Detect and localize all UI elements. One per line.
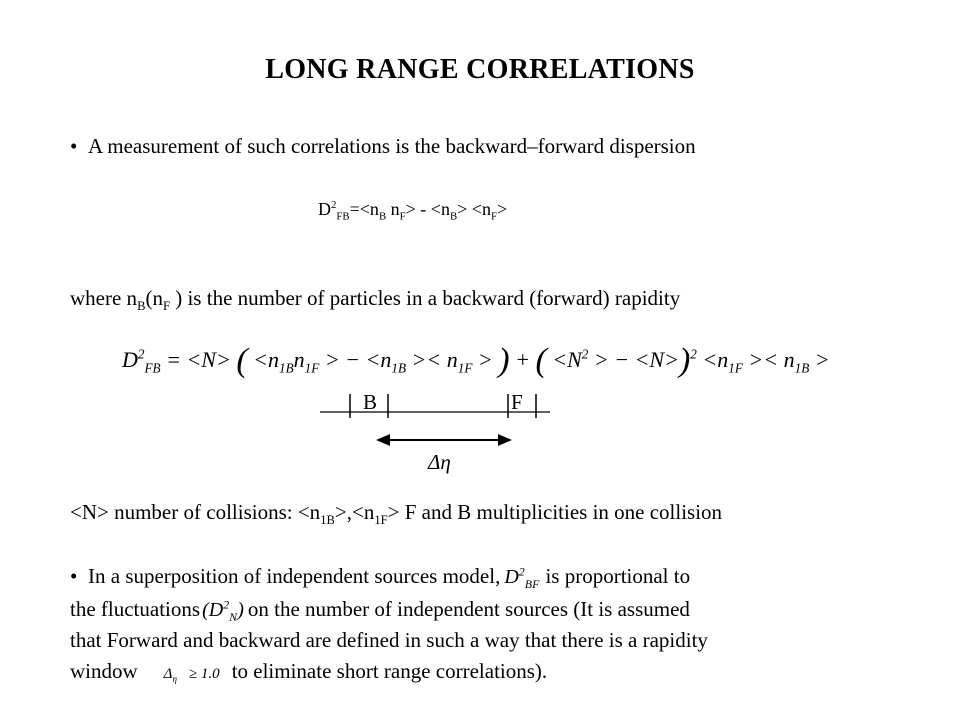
bf-p10: <n bbox=[696, 347, 729, 372]
collisions-p2: >,<n bbox=[334, 500, 375, 524]
superposition-line-4 bbox=[70, 659, 547, 686]
bf-p4: > − <n bbox=[319, 347, 392, 372]
sp-l1-D: D bbox=[504, 566, 519, 588]
bf-sup-n2: 2 bbox=[581, 346, 589, 362]
bf-s1f: 1F bbox=[304, 360, 320, 376]
collisions-s1: 1B bbox=[320, 513, 335, 528]
bf-lparen-1: ( bbox=[236, 342, 248, 379]
sp-l2-sup: 2 bbox=[223, 597, 230, 612]
def-n: n bbox=[386, 199, 400, 219]
def-sub-f2: F bbox=[490, 210, 497, 223]
b-window-label: B bbox=[363, 390, 378, 414]
where-post: ) is the number of particles in a backward (forward) rapidity bbox=[169, 286, 681, 310]
bf-lparen-2: ( bbox=[535, 342, 547, 379]
delta-eta-label: Δη bbox=[428, 450, 451, 474]
bf-p9: > − <N> bbox=[588, 347, 679, 372]
bf-sup: 2 bbox=[137, 346, 145, 362]
where-mid: (n bbox=[145, 286, 163, 310]
dispersion-definition bbox=[318, 199, 508, 223]
collisions-p3: > F and B multiplicities in one collision bbox=[387, 500, 723, 524]
where-sub-f: F bbox=[162, 299, 170, 314]
sp-l2a: the fluctuations bbox=[70, 597, 201, 621]
sp-l1-math bbox=[504, 564, 540, 591]
sp-l2-sub: N bbox=[229, 610, 238, 624]
bf-p6: > bbox=[472, 347, 499, 372]
sp-l2b: on the number of independent sources (It is assumed bbox=[247, 597, 690, 621]
def-sup: 2 bbox=[331, 199, 337, 211]
def-sub-b2: B bbox=[449, 210, 458, 223]
sp-l4-delta: Δ bbox=[163, 666, 173, 682]
collisions-p1: <N> number of collisions: <n bbox=[70, 500, 321, 524]
bf-p8: <N bbox=[546, 347, 582, 372]
sp-l2-math bbox=[202, 597, 244, 624]
superposition-line-1 bbox=[70, 564, 690, 589]
def-sub-b1: B bbox=[378, 210, 387, 223]
def-mid2: > <n bbox=[457, 199, 491, 219]
collisions-line bbox=[70, 500, 723, 528]
sp-l2-close: ) bbox=[237, 599, 244, 621]
where-line bbox=[70, 286, 681, 314]
bf-p5: >< n bbox=[406, 347, 458, 372]
bf-p7: + bbox=[509, 347, 536, 372]
bf-p1: = <N> bbox=[160, 347, 237, 372]
where-sub-b: B bbox=[137, 299, 146, 314]
def-eq: =<n bbox=[349, 199, 379, 219]
sp-l4b: to eliminate short range correlations). bbox=[231, 659, 548, 683]
sp-l1b: is proportional to bbox=[545, 564, 691, 588]
bf-sub-fb: FB bbox=[144, 360, 161, 376]
bf-rparen-1: ) bbox=[498, 342, 510, 379]
sp-l2-D: (D bbox=[202, 599, 224, 621]
bf-sup-sq: 2 bbox=[690, 346, 697, 362]
sp-l4-math bbox=[164, 666, 220, 682]
f-window-label: F bbox=[511, 390, 523, 414]
bf-s1b-b: 1B bbox=[391, 360, 407, 376]
def-end: > bbox=[496, 199, 508, 219]
sp-l1a: In a superposition of independent sources model, bbox=[88, 564, 501, 588]
def-sub-fb: FB bbox=[336, 210, 350, 223]
intro-paragraph bbox=[70, 134, 696, 158]
bf-p2: <n bbox=[247, 347, 280, 372]
sp-l4a: window bbox=[70, 659, 138, 683]
collisions-s2: 1F bbox=[374, 513, 388, 528]
def-sub-f1: F bbox=[399, 210, 406, 223]
def-D: D bbox=[318, 199, 331, 219]
sp-l1-sup: 2 bbox=[518, 564, 525, 579]
bullet-icon: • bbox=[70, 134, 78, 158]
bf-s1b: 1B bbox=[279, 360, 294, 376]
page-title: LONG RANGE CORRELATIONS bbox=[265, 54, 695, 85]
bf-p12: > bbox=[809, 347, 830, 372]
intro-text: A measurement of such correlations is the backward–forward dispersion bbox=[88, 134, 696, 158]
bullet-icon: • bbox=[70, 564, 78, 588]
bf-D: D bbox=[122, 347, 138, 372]
bf-s1b-c: 1B bbox=[794, 360, 810, 376]
bf-s1f-c: 1F bbox=[728, 360, 743, 376]
gap-arrow-right-head bbox=[498, 434, 512, 446]
def-mid: > - <n bbox=[405, 199, 450, 219]
sp-l4-rel: ≥ 1.0 bbox=[188, 666, 220, 682]
bf-s1f-b: 1F bbox=[457, 360, 473, 376]
superposition-line-2 bbox=[70, 597, 690, 622]
gap-arrow-left-head bbox=[376, 434, 390, 446]
sp-l1-sub: BF bbox=[524, 577, 540, 591]
bf-rparen-2: ) bbox=[678, 342, 691, 379]
bf-p11: >< n bbox=[742, 347, 795, 372]
sp-l4-sub: η bbox=[172, 674, 177, 684]
superposition-line-3: that Forward and backward are defined in such a way that there is a rapidity bbox=[70, 628, 708, 652]
dispersion-expansion-formula bbox=[122, 338, 830, 379]
bf-p3: n bbox=[293, 347, 305, 372]
where-pre: where n bbox=[70, 286, 138, 310]
